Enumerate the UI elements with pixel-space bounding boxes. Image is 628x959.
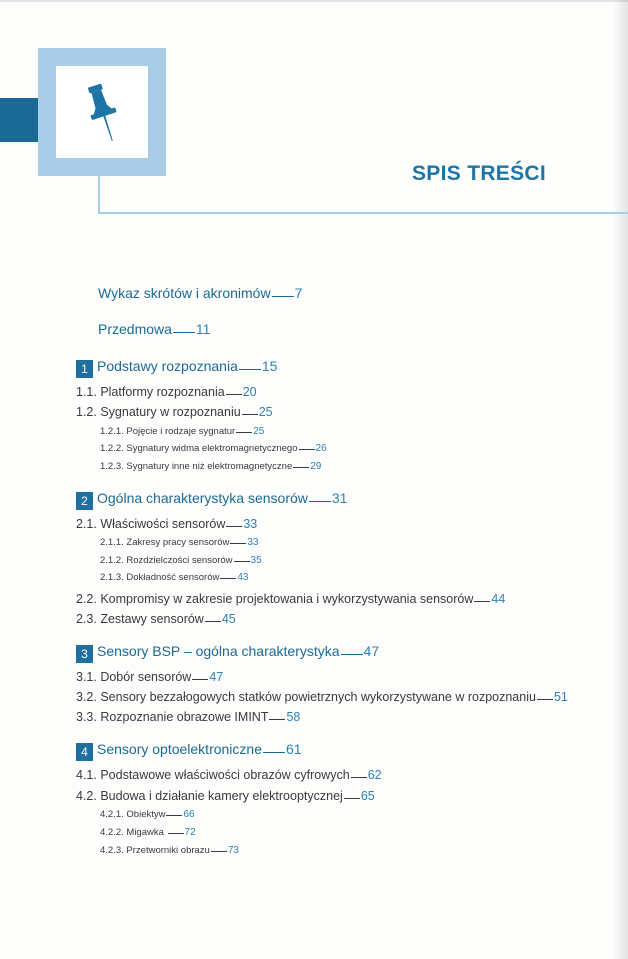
toc-entry-label: Wykaz skrótów i akronimów: [98, 285, 271, 301]
toc-section: [76, 593, 505, 606]
leader-rule: [239, 369, 261, 370]
section-label: 2.2. Kompromisy w zakresie projektowania i wykorzystywania sensorów: [76, 592, 474, 606]
decorative-horizontal-rule: [98, 212, 628, 214]
toc-page-number: 15: [261, 358, 278, 374]
section-label: 3.1. Dobór sensorów: [76, 670, 192, 684]
chapter-number-badge: 3: [76, 645, 93, 663]
toc-section: [76, 406, 273, 419]
toc-subsection: [100, 538, 258, 548]
toc-section: [76, 386, 257, 399]
toc-subsection: [100, 846, 239, 856]
leader-rule: [220, 578, 236, 579]
section-label: 3.3. Rozpoznanie obrazowe IMINT: [76, 710, 269, 724]
leader-rule: [242, 414, 258, 415]
toc-chapter-4: [76, 742, 302, 761]
subsection-label: 4.2.3. Przetworniki obrazu: [100, 845, 210, 856]
leader-rule: [537, 699, 553, 700]
leader-rule: [234, 561, 250, 562]
leader-rule: [351, 777, 367, 778]
chapter-title: Sensory optoelektroniczne: [97, 741, 262, 757]
leader-rule: [205, 621, 221, 622]
section-label: 4.2. Budowa i działanie kamery elektrooptycznej: [76, 789, 343, 803]
section-label: 4.1. Podstawowe właściwości obrazów cyfrowych: [76, 768, 350, 782]
toc-page-number: 65: [360, 789, 375, 803]
chapter-number-badge: 4: [76, 743, 93, 761]
leader-rule: [272, 296, 294, 297]
toc-section: [76, 790, 375, 803]
toc-page-number: 29: [310, 461, 322, 472]
chapter-number-badge: 1: [76, 360, 93, 378]
toc-section: [76, 769, 382, 782]
toc-page-number: 31: [331, 490, 348, 506]
subsection-label: 2.1.3. Dokładność sensorów: [100, 572, 220, 583]
chapter-number-badge: 2: [76, 492, 93, 510]
subsection-label: 4.2.1. Obiektyw: [100, 809, 166, 820]
toc-page-number: 33: [243, 517, 258, 531]
toc-page-number: 26: [315, 443, 327, 454]
toc-page-number: 51: [553, 690, 568, 704]
pushpin-icon: [84, 82, 124, 144]
leader-rule: [269, 719, 285, 720]
decorative-left-bar: [0, 98, 38, 142]
toc-page-number: 47: [363, 643, 380, 659]
section-label: 3.2. Sensory bezzałogowych statków powietrznych wykorzystywane w rozpoznaniu: [76, 690, 536, 704]
toc-page-number: 58: [286, 710, 301, 724]
leader-rule: [474, 601, 490, 602]
leader-rule: [166, 815, 182, 816]
subsection-label: 2.1.2. Rozdzielczości sensorów: [100, 555, 233, 566]
toc-page-number: 66: [183, 809, 195, 820]
page-top-edge: [0, 0, 628, 2]
toc-section: [76, 671, 223, 684]
chapter-title: Sensory BSP – ogólna charakterystyka: [97, 643, 340, 659]
section-label: 1.1. Platformy rozpoznania: [76, 385, 225, 399]
subsection-label: 1.2.2. Sygnatury widma elektromagnetycznego: [100, 443, 298, 454]
leader-rule: [211, 851, 227, 852]
toc-page-number: 45: [221, 612, 236, 626]
leader-rule: [192, 679, 208, 680]
toc-section: [76, 518, 257, 531]
leader-rule: [344, 798, 360, 799]
toc-subsection: [100, 810, 195, 820]
toc-page-number: 7: [294, 285, 303, 301]
toc-chapter-3: [76, 644, 379, 663]
leader-rule: [168, 833, 184, 834]
toc-page-number: 72: [184, 827, 196, 838]
toc-subsection: [100, 427, 264, 437]
toc-page-number: 25: [258, 405, 273, 419]
leader-rule: [173, 332, 195, 333]
decorative-vertical-rule: [98, 176, 100, 214]
leader-rule: [236, 432, 252, 433]
pin-frame-inner: [56, 66, 148, 158]
subsection-label: 4.2.2. Migawka: [100, 827, 167, 838]
page-title: SPIS TREŚCI: [412, 162, 546, 185]
toc-page-number: 25: [253, 426, 265, 437]
toc-chapter-1: [76, 359, 277, 378]
section-label: 2.3. Zestawy sensorów: [76, 612, 204, 626]
leader-rule: [309, 501, 331, 502]
toc-page-number: 43: [237, 572, 249, 583]
chapter-title: Podstawy rozpoznania: [97, 358, 238, 374]
page-binding-shadow: [612, 0, 628, 959]
section-label: 1.2. Sygnatury w rozpoznaniu: [76, 405, 241, 419]
toc-page-number: 73: [227, 845, 239, 856]
toc-subsection: [100, 444, 327, 454]
leader-rule: [226, 394, 242, 395]
toc-chapter-2: [76, 491, 347, 510]
subsection-label: 1.2.1. Pojęcie i rodzaje sygnatur: [100, 426, 236, 437]
toc-subsection: [100, 828, 196, 838]
toc-page-number: 35: [250, 555, 262, 566]
leader-rule: [293, 467, 309, 468]
leader-rule: [341, 654, 363, 655]
toc-entry-abbreviations: [98, 286, 302, 300]
leader-rule: [299, 449, 315, 450]
toc-subsection: [100, 573, 248, 583]
toc-entry-preface: [98, 322, 210, 336]
toc-section: [76, 711, 300, 724]
toc-page-number: 20: [242, 385, 257, 399]
toc-page-number: 47: [209, 670, 224, 684]
leader-rule: [263, 752, 285, 753]
toc-page-number: 33: [247, 537, 259, 548]
subsection-label: 2.1.1. Zakresy pracy sensorów: [100, 537, 230, 548]
leader-rule: [230, 543, 246, 544]
toc-entry-label: Przedmowa: [98, 321, 172, 337]
toc-subsection: [100, 462, 321, 472]
toc-page-number: 62: [367, 768, 382, 782]
leader-rule: [226, 526, 242, 527]
pin-frame: [38, 48, 166, 176]
toc-section: [76, 613, 236, 626]
toc-page-number: 61: [286, 741, 302, 757]
toc-page-number: 11: [195, 321, 211, 337]
toc-section: [76, 691, 568, 704]
section-label: 2.1. Właściwości sensorów: [76, 517, 226, 531]
chapter-title: Ogólna charakterystyka sensorów: [97, 490, 308, 506]
subsection-label: 1.2.3. Sygnatury inne niż elektromagnetyczne: [100, 461, 293, 472]
toc-page-number: 44: [491, 592, 506, 606]
toc-subsection: [100, 556, 262, 566]
